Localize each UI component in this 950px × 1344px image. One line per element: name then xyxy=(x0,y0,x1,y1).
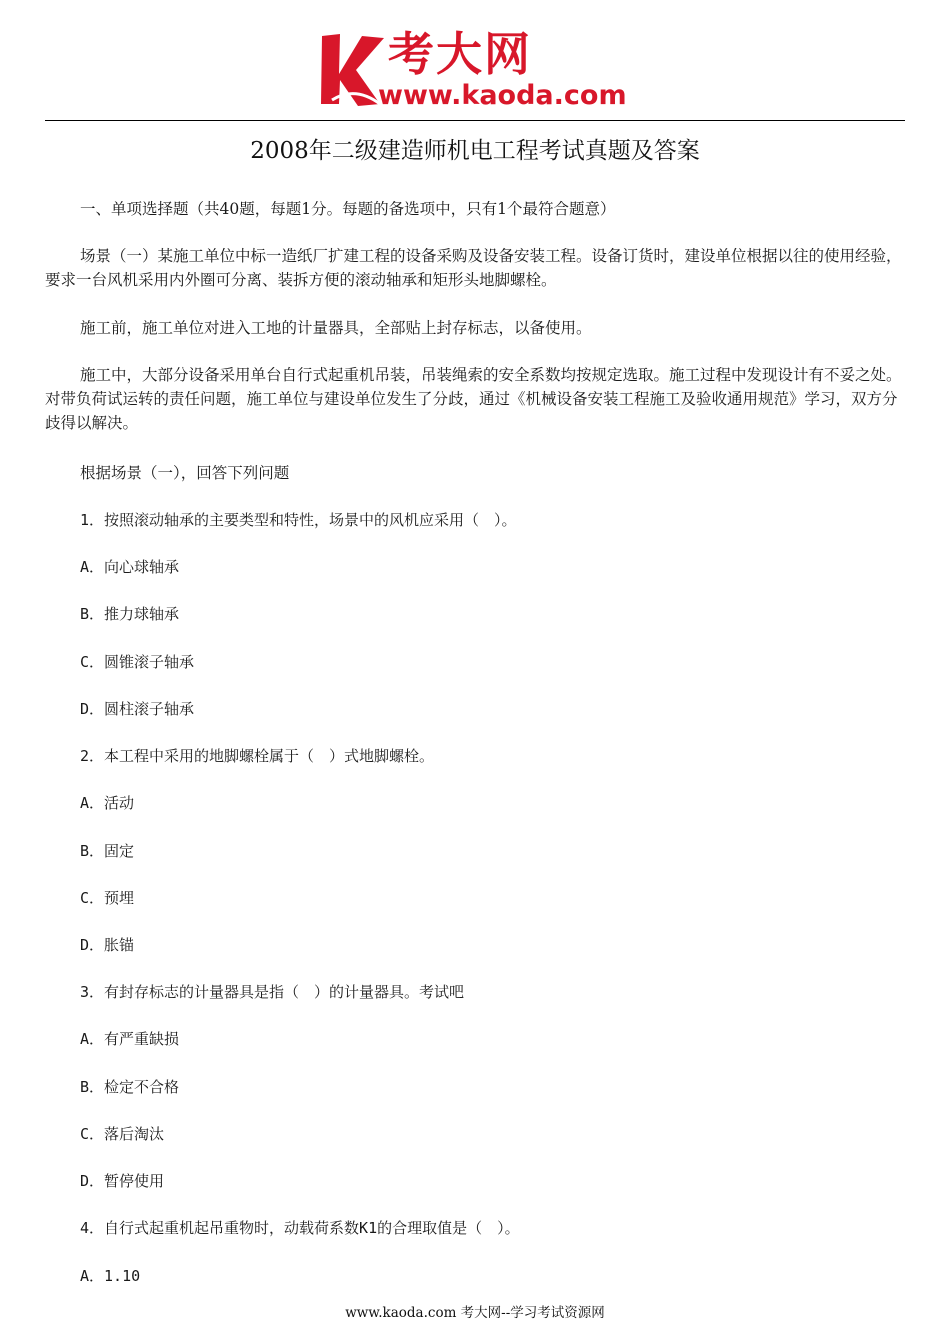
question-2-stem: 2．本工程中采用的地脚螺栓属于（ ）式地脚螺栓。 xyxy=(80,747,435,765)
question-3-option-d: D．暂停使用 xyxy=(80,1172,165,1190)
question-4-stem: 4．自行式起重机起吊重物时，动载荷系数K1的合理取值是（ ）。 xyxy=(80,1219,520,1237)
question-3-option-a: A．有严重缺损 xyxy=(80,1030,180,1048)
question-2-option-a: A．活动 xyxy=(80,794,135,812)
question-3-option-b: B．检定不合格 xyxy=(80,1078,180,1096)
logo-chinese-text: 考大网 xyxy=(388,27,532,81)
question-2-option-c: C．预埋 xyxy=(80,889,135,907)
logo-url-text: www.kaoda.com xyxy=(378,80,627,111)
scene-paragraph-1: 场景（一）某施工单位中标一造纸厂扩建工程的设备采购及设备安装工程。设备订货时，建设单位根据以往的使用经验，要求一台风机采用内外圈可分离、装拆方便的滚动轴承和矩形头地脚螺栓。 xyxy=(45,247,902,289)
section-heading: 一、单项选择题（共40题，每题1分。每题的备选项中，只有1个最符合题意） xyxy=(80,200,616,218)
question-4-option-a: A．1.10 xyxy=(80,1267,141,1285)
page-footer: www.kaoda.com 考大网--学习考试资源网 xyxy=(345,1305,605,1321)
question-1-option-a: A．向心球轴承 xyxy=(80,558,180,576)
question-2-option-d: D．胀锚 xyxy=(80,936,135,954)
question-1-option-b: B．推力球轴承 xyxy=(80,605,180,623)
question-2-option-b: B．固定 xyxy=(80,842,135,860)
scene-paragraph-3: 施工中，大部分设备采用单台自行式起重机吊装，吊装绳索的安全系数均按规定选取。施工过程中发现设计有不妥之处。对带负荷试运转的责任问题，施工单位与建设单位发生了分歧，通过《机械设备安装工程施工及验收通用规范》学习，双方分歧得以解决。 xyxy=(45,366,902,432)
scene-paragraph-2: 施工前，施工单位对进入工地的计量器具，全部贴上封存标志，以备使用。 xyxy=(80,319,592,337)
header-divider xyxy=(45,120,905,121)
scene-prompt: 根据场景（一），回答下列问题 xyxy=(80,464,290,482)
question-3-option-c: C．落后淘汰 xyxy=(80,1125,165,1143)
question-1-stem: 1．按照滚动轴承的主要类型和特性，场景中的风机应采用（ ）。 xyxy=(80,511,517,529)
document-title: 2008年二级建造师机电工程考试真题及答案 xyxy=(250,138,700,164)
question-1-option-c: C．圆锥滚子轴承 xyxy=(80,653,195,671)
question-3-stem: 3．有封存标志的计量器具是指（ ）的计量器具。考试吧 xyxy=(80,983,465,1001)
kaoda-logo xyxy=(316,26,640,114)
question-1-option-d: D．圆柱滚子轴承 xyxy=(80,700,195,718)
